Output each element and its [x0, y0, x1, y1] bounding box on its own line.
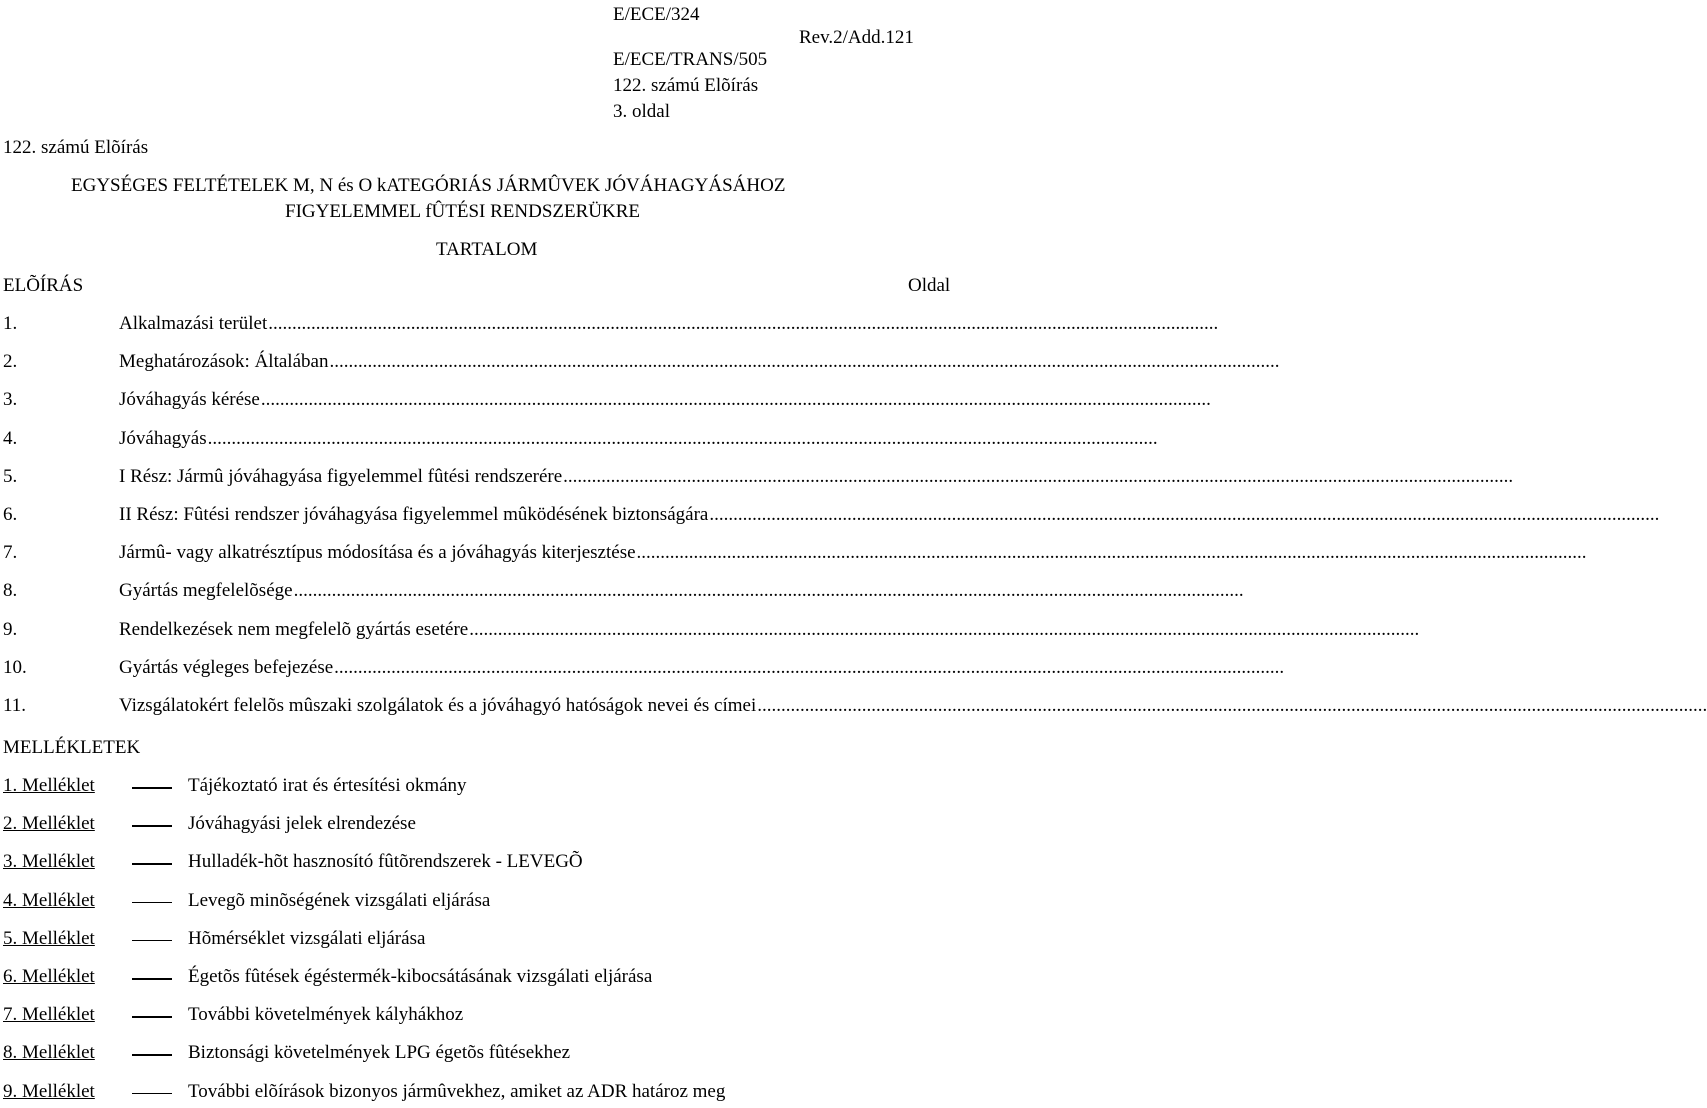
toc-dot-leader: ........................................................................................................................................................................................................	[636, 542, 1587, 564]
annex-link[interactable]: 8. Melléklet	[3, 1042, 95, 1064]
annex-link[interactable]: 5. Melléklet	[3, 927, 95, 949]
toc-entry-title: Jóváhagyás	[119, 427, 207, 449]
toc-entry-number: 8.	[3, 580, 18, 602]
toc-entry-number: 11.	[3, 695, 27, 716]
regulation-number: 122. számú Elõírás	[613, 75, 759, 96]
annex-entry	[0, 1082, 960, 1108]
toc-entry-title: Gyártás megfelelõsége	[119, 580, 293, 602]
toc-entry[interactable]	[0, 618, 1420, 646]
annex-entry	[0, 1005, 960, 1031]
toc-entry-title: Vizsgálatokért felelõs mûszaki szolgálatok és a jóváhagyó hatóságok nevei és címei	[119, 695, 757, 716]
annex-entry	[0, 776, 960, 802]
annex-dash	[132, 1016, 172, 1018]
contents-heading: TARTALOM	[436, 239, 538, 260]
toc-entry-number: 4.	[3, 427, 18, 449]
toc-entry-title: I Rész: Jármû jóváhagyása figyelemmel fûtési rendszerére	[119, 465, 563, 487]
annex-title: Jóváhagyási jelek elrendezése	[188, 813, 416, 835]
toc-header-left: ELÕÍRÁS	[3, 275, 84, 296]
annex-dash	[132, 825, 172, 827]
annex-dash	[132, 787, 172, 789]
toc-entry-number: 5.	[3, 465, 18, 487]
annex-link[interactable]: 1. Melléklet	[3, 775, 95, 796]
annex-link[interactable]: 3. Melléklet	[3, 851, 95, 873]
toc-entry-number: 10.	[3, 656, 27, 678]
document-title-line2: FIGYELEMMEL fÛTÉSI RENDSZERÜKRE	[285, 201, 640, 222]
annex-title: Hulladék-hõt hasznosító fûtõrendszerek - LEVEGÕ	[188, 851, 583, 873]
toc-entry-title: Meghatározások: Általában	[119, 351, 329, 373]
toc-entry[interactable]	[0, 656, 1285, 684]
annex-title: További elõírások bizonyos jármûvekhez, amiket az ADR határoz meg	[188, 1080, 726, 1102]
annex-entry	[0, 814, 960, 840]
annex-entry	[0, 852, 960, 878]
revision: Rev.2/Add.121	[799, 27, 914, 48]
toc-entry[interactable]	[0, 504, 1660, 531]
toc-dot-leader: ........................................................................................................................................................................................................	[757, 695, 1707, 716]
toc-dot-leader: ........................................................................................................................................................................................................	[469, 618, 1420, 640]
toc-dot-leader: ........................................................................................................................................................................................................	[329, 351, 1280, 373]
annexes-heading: MELLÉKLETEK	[3, 737, 141, 758]
toc-entry-number: 6.	[3, 504, 18, 525]
annex-title: Égetõs fûtések égéstermék-kibocsátásának vizsgálati eljárása	[188, 966, 653, 987]
page-number: 3. oldal	[613, 101, 670, 122]
toc-entry-title: Jármû- vagy alkatrésztípus módosítása és a jóváhagyás kiterjesztése	[119, 542, 636, 564]
annex-title: Biztonsági követelmények LPG égetõs fûtésekhez	[188, 1042, 571, 1064]
toc-entry-title: Rendelkezések nem megfelelõ gyártás esetére	[119, 618, 469, 640]
toc-dot-leader: ........................................................................................................................................................................................................	[334, 656, 1285, 678]
toc-entry-title: II Rész: Fûtési rendszer jóváhagyása figyelemmel mûködésének biztonságára	[119, 504, 709, 525]
toc-dot-leader: ........................................................................................................................................................................................................	[293, 580, 1244, 602]
annex-entry	[0, 967, 960, 993]
annex-entry	[0, 891, 960, 917]
toc-entry-title: Alkalmazási terület	[119, 313, 268, 334]
toc-entry[interactable]	[0, 465, 1514, 493]
toc-entry[interactable]	[0, 389, 1211, 416]
annex-dash	[132, 940, 172, 942]
document-title-line1: EGYSÉGES FELTÉTELEK M, N és O kATEGÓRIÁS JÁRMÛVEK JÓVÁHAGYÁSÁHOZ	[71, 175, 786, 196]
toc-entry-number: 9.	[3, 618, 18, 640]
annex-dash	[132, 1054, 172, 1056]
annex-dash	[132, 902, 172, 904]
toc-header-right: Oldal	[908, 275, 951, 296]
annex-link[interactable]: 4. Melléklet	[3, 889, 95, 911]
toc-entry[interactable]	[0, 542, 1587, 569]
trans-id: E/ECE/TRANS/505	[613, 49, 768, 70]
toc-entry[interactable]	[0, 427, 1158, 455]
annex-dash	[132, 863, 172, 865]
toc-entry-number: 1.	[3, 313, 18, 334]
toc-entry-title: Jóváhagyás kérése	[119, 389, 260, 411]
regulation-label: 122. számú Elõírás	[3, 137, 149, 158]
annex-entry	[0, 1043, 960, 1069]
annex-entry	[0, 929, 960, 955]
annex-link[interactable]: 7. Melléklet	[3, 1004, 95, 1026]
toc-dot-leader: ........................................................................................................................................................................................................	[709, 504, 1660, 525]
doc-id: E/ECE/324	[613, 4, 700, 25]
annex-link[interactable]: 6. Melléklet	[3, 966, 95, 987]
annex-title: Levegõ minõségének vizsgálati eljárása	[188, 889, 491, 911]
toc-dot-leader: ........................................................................................................................................................................................................	[563, 465, 1514, 487]
toc-dot-leader: ........................................................................................................................................................................................................	[207, 427, 1158, 449]
toc-entry[interactable]	[0, 351, 1280, 378]
annex-link[interactable]: 2. Melléklet	[3, 813, 95, 835]
annex-title: További követelmények kályhákhoz	[188, 1004, 464, 1026]
toc-entry-title: Gyártás végleges befejezése	[119, 656, 334, 678]
toc-dot-leader: ........................................................................................................................................................................................................	[260, 389, 1211, 411]
annex-dash	[132, 978, 172, 980]
toc-dot-leader: ........................................................................................................................................................................................................	[268, 313, 1219, 334]
annex-title: Hõmérséklet vizsgálati eljárása	[188, 927, 426, 949]
toc-entry[interactable]	[0, 313, 1219, 340]
annex-link[interactable]: 9. Melléklet	[3, 1080, 95, 1102]
toc-entry-number: 7.	[3, 542, 18, 564]
toc-entry[interactable]	[0, 695, 1707, 722]
annex-dash	[132, 1093, 172, 1095]
toc-entry-number: 3.	[3, 389, 18, 411]
toc-entry[interactable]	[0, 580, 1244, 607]
annex-title: Tájékoztató irat és értesítési okmány	[188, 775, 467, 796]
toc-entry-number: 2.	[3, 351, 18, 373]
